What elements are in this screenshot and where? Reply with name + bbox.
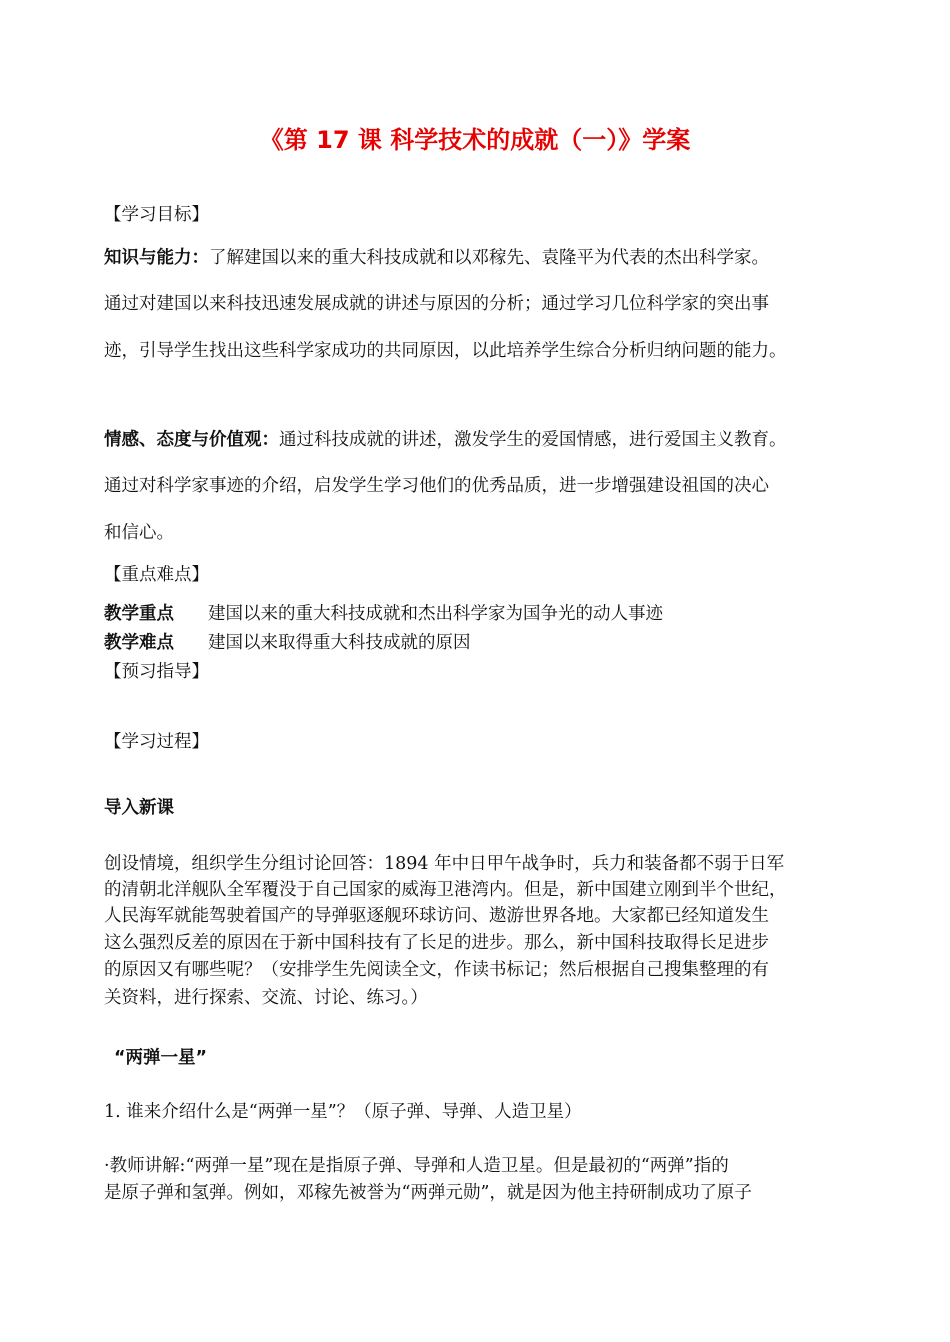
section-heading-preview: 【预习指导】 bbox=[104, 662, 209, 682]
intro-heading: 导入新课 bbox=[104, 798, 174, 818]
section-heading-goals: 【学习目标】 bbox=[104, 205, 209, 225]
emotion-line-2: 通过对科学家事迹的介绍，启发学生学习他们的优秀品质，进一步增强建设祖国的决心 bbox=[104, 476, 769, 496]
explanation-line-2: 是原子弹和氢弹。例如，邓稼先被誉为“两弹元勋”，就是因为他主持研制成功了原子 bbox=[104, 1183, 752, 1203]
difficulty-label: 教学难点 bbox=[104, 633, 174, 653]
intro-line-4: 这么强烈反差的原因在于新中国科技有了长足的进步。那么，新中国科技取得长足进步 bbox=[104, 933, 769, 953]
key-point-row bbox=[104, 606, 663, 624]
intro-line-5: 的原因又有哪些呢？（安排学生先阅读全文，作读书标记；然后根据自己搜集整理的有 bbox=[104, 960, 769, 980]
key-point-text: 建国以来的重大科技成就和杰出科学家为国争光的动人事迹 bbox=[208, 604, 663, 624]
knowledge-line-3: 迹，引导学生找出这些科学家成功的共同原因，以此培养学生综合分析归纳问题的能力。 bbox=[104, 341, 787, 361]
key-point-label: 教学重点 bbox=[104, 604, 174, 624]
intro-line-6: 关资料，进行探索、交流、讨论、练习。） bbox=[104, 988, 428, 1008]
intro-line-3: 人民海军就能驾驶着国产的导弹驱逐舰环球访问、遨游世界各地。大家都已经知道发生 bbox=[104, 906, 769, 926]
emotion-label: 情感、态度与价值观： bbox=[104, 430, 279, 450]
difficulty-row bbox=[104, 635, 471, 653]
emotion-text: 通过科技成就的讲述，激发学生的爱国情感，进行爱国主义教育。 bbox=[279, 430, 787, 450]
knowledge-paragraph-line bbox=[104, 250, 769, 268]
section-heading-key-points: 【重点难点】 bbox=[104, 565, 209, 585]
knowledge-text: 了解建国以来的重大科技成就和以邓稼先、袁隆平为代表的杰出科学家。 bbox=[209, 248, 769, 268]
emotion-paragraph-line bbox=[104, 432, 787, 450]
intro-line-2: 的清朝北洋舰队全军覆没于自己国家的威海卫港湾内。但是，新中国建立刚到半个世纪， bbox=[104, 880, 787, 900]
knowledge-line-2: 通过对建国以来科技迅速发展成就的讲述与原因的分析；通过学习几位科学家的突出事 bbox=[104, 294, 769, 314]
question-1: 1. 谁来介绍什么是“两弹一星”？（原子弹、导弹、人造卫星） bbox=[104, 1102, 582, 1122]
two-bombs-heading: “两弹一星” bbox=[114, 1048, 208, 1068]
difficulty-text: 建国以来取得重大科技成就的原因 bbox=[208, 633, 471, 653]
knowledge-label: 知识与能力： bbox=[104, 248, 209, 268]
intro-line-1: 创设情境，组织学生分组讨论回答：1894 年中日甲午战争时，兵力和装备都不弱于日军 bbox=[104, 854, 785, 874]
section-heading-process: 【学习过程】 bbox=[104, 732, 209, 752]
document-title: 《第 17 课 科学技术的成就（一）》学案 bbox=[259, 126, 691, 154]
explanation-line-1: ·教师讲解:“两弹一星”现在是指原子弹、导弹和人造卫星。但是最初的“两弹”指的 bbox=[104, 1156, 729, 1176]
emotion-line-3: 和信心。 bbox=[104, 523, 174, 543]
